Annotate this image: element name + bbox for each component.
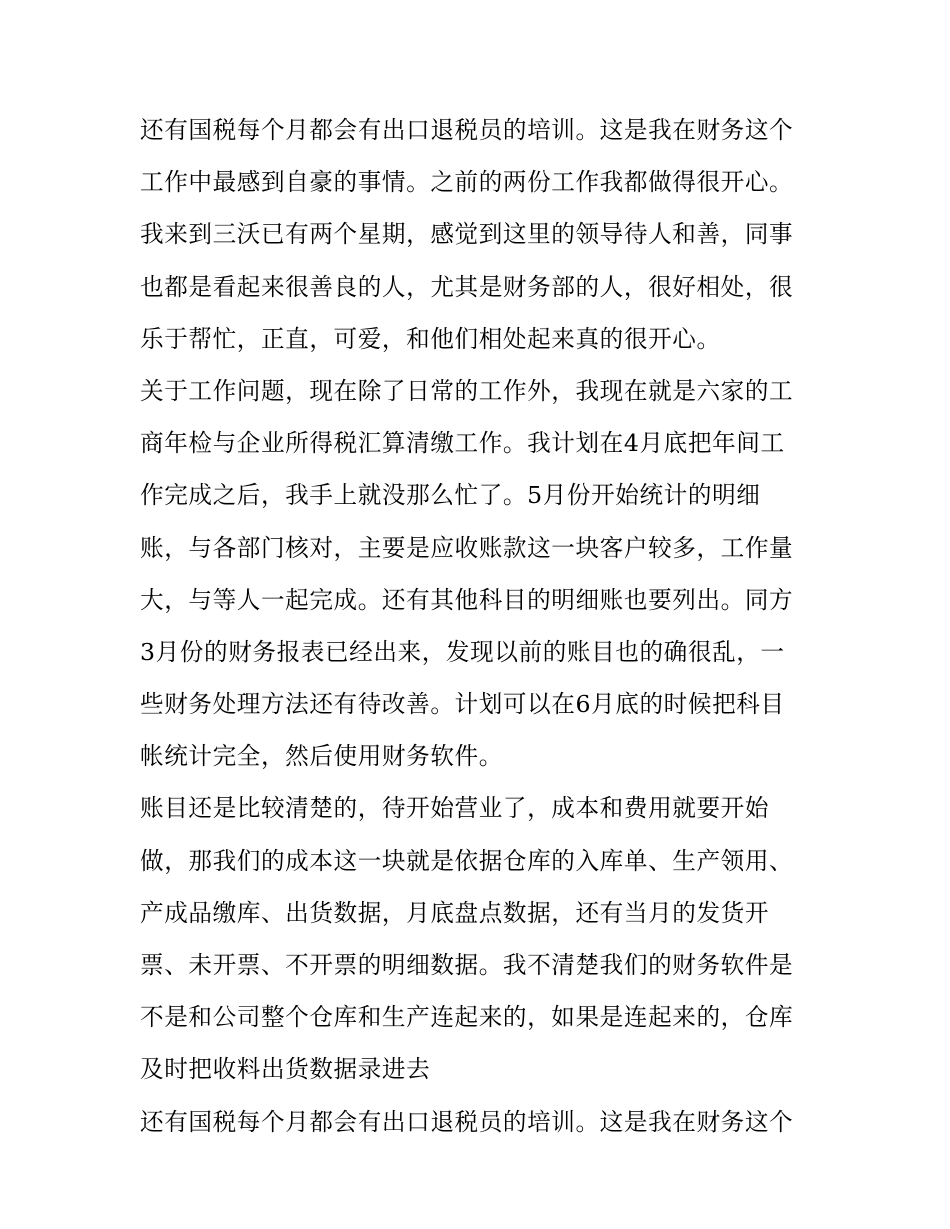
text-line: 乐于帮忙，正直，可爱，和他们相处起来真的很开心。 [140, 324, 721, 353]
text-line: 账目还是比较清楚的，待开始营业了，成本和费用就要开始 [140, 794, 770, 823]
text-line: 帐统计完全，然后使用财务软件。 [140, 742, 503, 771]
text-line: 还有国税每个月都会有出口退税员的培训。这是我在财务这个 [140, 116, 794, 144]
document-body [140, 104, 820, 1148]
text-line: 做，那我们的成本这一块就是依据仓库的入库单、生产领用、 [140, 846, 794, 875]
text-line: 我来到三沃已有两个星期，感觉到这里的领导待人和善，同事 [140, 220, 794, 249]
text-line: 还有国税每个月都会有出口退税员的培训。这是我在财务这个 [140, 1107, 794, 1136]
text-line: 大，与等人一起完成。还有其他科目的明细账也要列出。同方 [140, 585, 794, 614]
text-line: 些财务处理方法还有待改善。计划可以在6月底的时候把科目 [140, 690, 785, 719]
text-line: 工作中最感到自豪的事情。之前的两份工作我都做得很开心。 [140, 168, 794, 197]
text-line: 票、未开票、不开票的明细数据。我不清楚我们的财务软件是 [140, 951, 794, 979]
text-line: 也都是看起来很善良的人，尤其是财务部的人，很好相处，很 [140, 272, 794, 301]
text-line: 产成品缴库、出货数据，月底盘点数据，还有当月的发货开 [140, 898, 770, 927]
text-line: 及时把收料出货数据录进去 [140, 1055, 431, 1084]
text-line: 3月份的财务报表已经出来，发现以前的账目也的确很乱，一 [140, 637, 785, 666]
text-line: 关于工作问题，现在除了日常的工作外，我现在就是六家的工 [140, 376, 794, 405]
text-line: 作完成之后，我手上就没那么忙了。5月份开始统计的明细 [140, 481, 761, 510]
text-line: 账，与各部门核对，主要是应收账款这一块客户较多，工作量 [140, 533, 794, 562]
text-line: 商年检与企业所得税汇算清缴工作。我计划在4月底把年间工 [140, 429, 785, 458]
text-line: 不是和公司整个仓库和生产连起来的，如果是连起来的，仓库 [140, 1003, 794, 1032]
